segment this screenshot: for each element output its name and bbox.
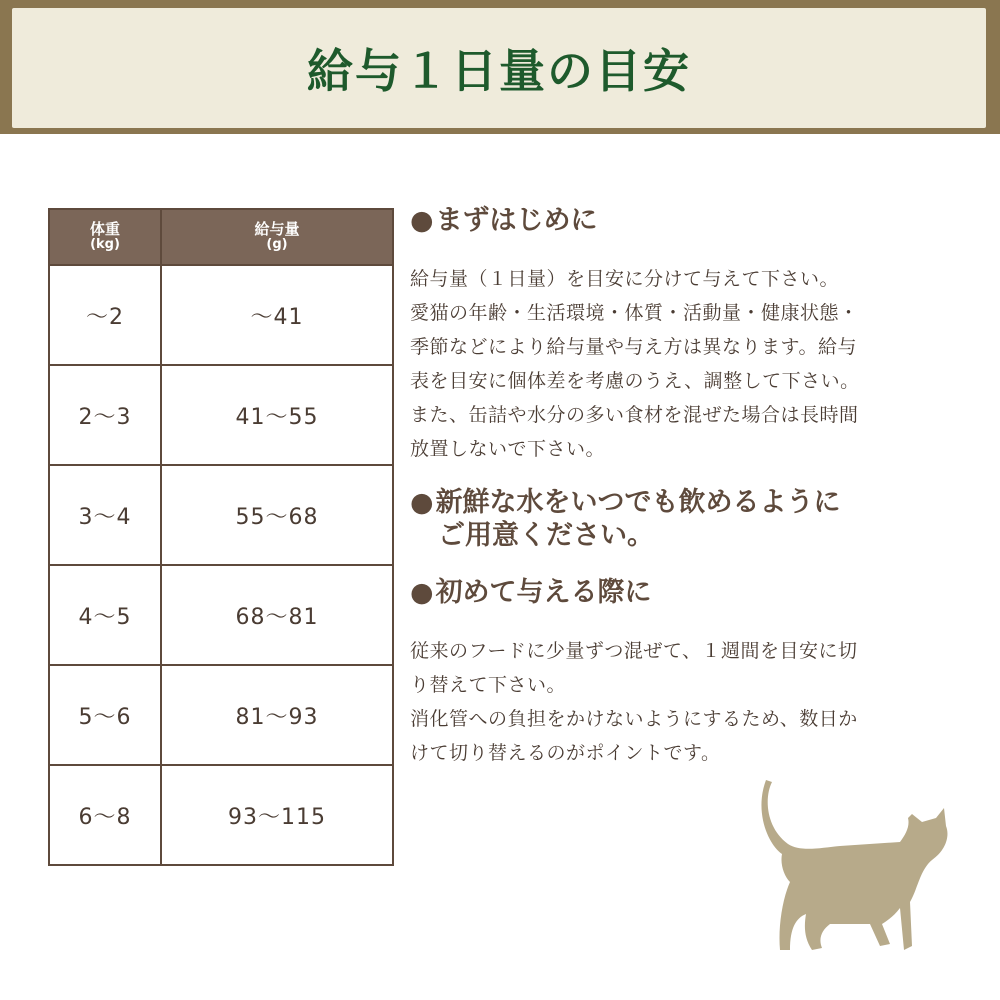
amount-cell: 93～115	[161, 765, 393, 865]
table-header-row	[49, 209, 393, 265]
section-heading-water-text2: ご用意ください。	[438, 519, 654, 551]
section-heading-first	[410, 205, 598, 238]
section-heading-water	[410, 487, 841, 553]
table-row	[49, 265, 393, 365]
weight-cell: 4～5	[49, 565, 161, 665]
body-line: 表を目安に個体差を考慮のうえ、調整して下さい。	[410, 370, 860, 392]
bullet-icon: ●	[410, 577, 434, 608]
table-row	[49, 365, 393, 465]
section-heading-water-line2	[410, 520, 841, 553]
header-weight-label: 体重	[89, 220, 120, 239]
bullet-icon: ●	[410, 205, 434, 236]
header-amount-label: 給与量	[254, 220, 300, 239]
weight-cell: 6～8	[49, 765, 161, 865]
weight-cell: ～2	[49, 265, 161, 365]
body-line: 給与量（１日量）を目安に分けて与えて下さい。	[410, 268, 840, 290]
table-row	[49, 565, 393, 665]
section-body-first	[410, 262, 970, 466]
body-line: 消化管への負担をかけないようにするため、数日か	[410, 708, 858, 730]
weight-cell: 5～6	[49, 665, 161, 765]
section-heading-water-line1	[410, 487, 841, 520]
table-row	[49, 765, 393, 865]
header-weight	[49, 209, 161, 265]
section-heading-transition-text: 初めて与える際に	[435, 577, 652, 608]
section-heading-transition	[410, 577, 652, 610]
header-weight-unit: (kg)	[90, 237, 120, 253]
amount-cell: 41～55	[161, 365, 393, 465]
body-line: けて切り替えるのがポイントです。	[410, 742, 721, 764]
header-amount	[161, 209, 393, 265]
body-line: 季節などにより給与量や与え方は異なります。給与	[410, 336, 857, 358]
section-body-transition	[410, 634, 970, 770]
bullet-icon: ●	[410, 487, 434, 518]
title-banner	[0, 0, 1000, 134]
body-line: 放置しないで下さい。	[410, 438, 606, 460]
weight-cell: 3～4	[49, 465, 161, 565]
feeding-table	[48, 208, 394, 866]
title-banner-inner	[12, 8, 986, 128]
amount-cell: ～41	[161, 265, 393, 365]
table-row	[49, 465, 393, 565]
table-row	[49, 665, 393, 765]
section-heading-water-text1: 新鮮な水をいつでも飲めるように	[435, 487, 841, 518]
body-line: また、缶詰や水分の多い食材を混ぜた場合は長時間	[410, 404, 859, 426]
amount-cell: 81～93	[161, 665, 393, 765]
header-amount-unit: (g)	[266, 237, 288, 253]
body-line: り替えて下さい。	[410, 674, 567, 696]
body-line: 愛猫の年齢・生活環境・体質・活動量・健康状態・	[410, 302, 859, 324]
cat-silhouette-icon	[760, 778, 960, 958]
amount-cell: 68～81	[161, 565, 393, 665]
section-heading-first-text: まずはじめに	[435, 205, 598, 236]
body-line: 従来のフードに少量ずつ混ぜて、１週間を目安に切	[410, 640, 858, 662]
page-title: 給与１日量の目安	[307, 44, 691, 98]
amount-cell: 55～68	[161, 465, 393, 565]
weight-cell: 2～3	[49, 365, 161, 465]
